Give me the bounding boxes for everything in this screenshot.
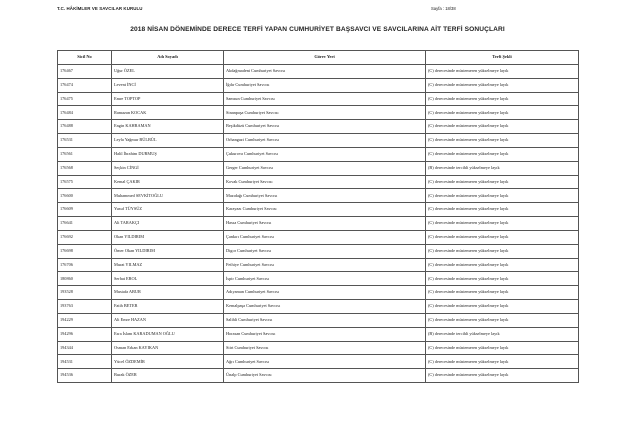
table-header-row [58, 51, 579, 65]
cell-gorev-yeri: Sinanpaşa Cumhuriyet Savcısı [224, 106, 426, 120]
cell-sicil-no: 194296 [58, 327, 112, 341]
cell-sicil-no: 176488 [58, 120, 112, 134]
cell-gorev-yeri: Kovak Cumhuriyet Savcısı [224, 175, 426, 189]
cell-sicil-no: 176641 [58, 217, 112, 231]
table-row [58, 78, 579, 92]
table-row [58, 65, 579, 79]
cell-sicil-no: 193528 [58, 286, 112, 300]
cell-gorev-yeri: Siirt Cumhuriyet Savcısı [224, 341, 426, 355]
cell-sicil-no: 176561 [58, 147, 112, 161]
page-number: Sayfa : 18/38 [431, 6, 456, 11]
column-header-adi-soyadi: Adı Soyadı [112, 51, 224, 65]
table-row [58, 203, 579, 217]
cell-gorev-yeri: Kemalpaşa Cumhuriyet Savcısı [224, 300, 426, 314]
cell-gorev-yeri: Ünalp Cumhuriyet Savcısı [224, 369, 426, 383]
cell-sicil-no: 176475 [58, 92, 112, 106]
table-row [58, 313, 579, 327]
cell-sicil-no: 176706 [58, 258, 112, 272]
cell-terfi-sekli: (C) derecesinde müstemeren yükselmeye layık [426, 92, 579, 106]
cell-adi-soyadi: Leyla Yağmur BÜLBÜL [112, 134, 224, 148]
cell-adi-soyadi: Uğur ÖZEL [112, 65, 224, 79]
cell-sicil-no: 194344 [58, 341, 112, 355]
cell-terfi-sekli: (C) derecesinde müstemeren yükselmeye layık [426, 230, 579, 244]
table-row [58, 217, 579, 231]
cell-adi-soyadi: Mustafa ABUR [112, 286, 224, 300]
table-row [58, 369, 579, 383]
cell-sicil-no: 176575 [58, 175, 112, 189]
cell-gorev-yeri: Fethiye Cumhuriyet Savcısı [224, 258, 426, 272]
cell-adi-soyadi: Muhammed SEVKİTOĞLU [112, 189, 224, 203]
cell-sicil-no: 176609 [58, 203, 112, 217]
cell-adi-soyadi: Ömer Okan YILDIRIM [112, 244, 224, 258]
cell-sicil-no: 194531 [58, 355, 112, 369]
cell-adi-soyadi: Esra İslam KARADUMAN OĞLU [112, 327, 224, 341]
cell-gorev-yeri: Samsun Cumhuriyet Savcısı [224, 92, 426, 106]
cell-gorev-yeri: Çukurova Cumhuriyet Savcısı [224, 147, 426, 161]
cell-terfi-sekli: (C) derecesinde müstemeren yükselmeye layık [426, 355, 579, 369]
cell-gorev-yeri: Ağrı Cumhuriyet Savcısı [224, 355, 426, 369]
cell-terfi-sekli: (C) derecesinde müstemeren yükselmeye layık [426, 300, 579, 314]
cell-gorev-yeri: İspir Cumhuriyet Savcısı [224, 272, 426, 286]
table-row [58, 258, 579, 272]
cell-gorev-yeri: Salihli Cumhuriyet Savcısı [224, 313, 426, 327]
cell-adi-soyadi: Halil İbrahim DURMUŞ [112, 147, 224, 161]
cell-terfi-sekli: (C) derecesinde müstemeren yükselmeye layık [426, 189, 579, 203]
column-header-terfi-sekli: Terfi Şekli [426, 51, 579, 65]
cell-adi-soyadi: Levent İNCİ [112, 78, 224, 92]
table-row [58, 341, 579, 355]
column-header-sicil-no: Sicil No [58, 51, 112, 65]
cell-adi-soyadi: Seçkin CİNGİ [112, 161, 224, 175]
cell-adi-soyadi: Serhat EROL [112, 272, 224, 286]
table-row [58, 147, 579, 161]
cell-terfi-sekli: (C) derecesinde müstemeren yükselmeye layık [426, 286, 579, 300]
cell-terfi-sekli: (C) derecesinde müstemeren yükselmeye layık [426, 369, 579, 383]
table-row [58, 355, 579, 369]
cell-adi-soyadi: Okan YILDIRIM [112, 230, 224, 244]
cell-terfi-sekli: (C) derecesinde müstemeren yükselmeye layık [426, 120, 579, 134]
table-row [58, 189, 579, 203]
cell-adi-soyadi: Yücel ÖZDEMİR [112, 355, 224, 369]
cell-adi-soyadi: Yusuf TÜYSÜZ [112, 203, 224, 217]
document-title: 2018 NİSAN DÖNEMİNDE DERECE TERFİ YAPAN CUMHURİYET BAŞSAVCI VE SAVCILARINA AİT TERFİ SONUÇLARI [130, 26, 505, 33]
cell-terfi-sekli: (C) derecesinde müstemeren yükselmeye layık [426, 78, 579, 92]
table-row [58, 286, 579, 300]
cell-sicil-no: 176692 [58, 230, 112, 244]
cell-gorev-yeri: İğdır Cumhuriyet Savcısı [224, 78, 426, 92]
cell-gorev-yeri: Orhangazi Cumhuriyet Savcısı [224, 134, 426, 148]
cell-sicil-no: 176474 [58, 78, 112, 92]
cell-terfi-sekli: (C) derecesinde müstemeren yükselmeye layık [426, 341, 579, 355]
cell-gorev-yeri: Beşikdüzü Cumhuriyet Savcısı [224, 120, 426, 134]
cell-adi-soyadi: Ramazan KOCAK [112, 106, 224, 120]
cell-gorev-yeri: Karayazı Cumhuriyet Savcısı [224, 203, 426, 217]
cell-adi-soyadi: Engin KAHRAMAN [112, 120, 224, 134]
cell-gorev-yeri: Gerger Cumhuriyet Savcısı [224, 161, 426, 175]
cell-terfi-sekli: (C) derecesinde müstemeren yükselmeye layık [426, 65, 579, 79]
cell-terfi-sekli: (C) derecesinde müstemeren yükselmeye layık [426, 258, 579, 272]
table-row [58, 230, 579, 244]
table-row [58, 300, 579, 314]
cell-gorev-yeri: Digor Cumhuriyet Savcısı [224, 244, 426, 258]
cell-gorev-yeri: Adıyaman Cumhuriyet Savcısı [224, 286, 426, 300]
cell-terfi-sekli: (C) derecesinde müstemeren yükselmeye layık [426, 134, 579, 148]
cell-sicil-no: 176698 [58, 244, 112, 258]
cell-gorev-yeri: Horasan Cumhuriyet Savcısı [224, 327, 426, 341]
cell-sicil-no: 176568 [58, 161, 112, 175]
cell-adi-soyadi: Ali Emre HAZAN [112, 313, 224, 327]
cell-terfi-sekli: (C) derecesinde müstemeren yükselmeye layık [426, 244, 579, 258]
table-row [58, 161, 579, 175]
table-row [58, 106, 579, 120]
cell-terfi-sekli: (C) derecesinde müstemeren yükselmeye layık [426, 272, 579, 286]
cell-adi-soyadi: Kemal ÇAKIR [112, 175, 224, 189]
cell-sicil-no: 176600 [58, 189, 112, 203]
table-row [58, 327, 579, 341]
cell-gorev-yeri: Akdağmadeni Cumhuriyet Savcısı [224, 65, 426, 79]
cell-terfi-sekli: (C) derecesinde müstemeren yükselmeye layık [426, 313, 579, 327]
cell-sicil-no: 194536 [58, 369, 112, 383]
cell-sicil-no: 176467 [58, 65, 112, 79]
column-header-gorev-yeri: Görev Yeri [224, 51, 426, 65]
cell-terfi-sekli: (B) derecesinde tercihli yükselmeye layık [426, 327, 579, 341]
cell-terfi-sekli: (B) derecesinde tercihli yükselmeye layık [426, 161, 579, 175]
cell-terfi-sekli: (C) derecesinde müstemeren yükselmeye layık [426, 217, 579, 231]
cell-adi-soyadi: Emre TOPTOP [112, 92, 224, 106]
organization-name: T.C. HÂKİMLER VE SAVCILAR KURULU [57, 6, 143, 11]
cell-sicil-no: 176531 [58, 134, 112, 148]
table-row [58, 244, 579, 258]
cell-adi-soyadi: Burak ÖZER [112, 369, 224, 383]
results-table [57, 50, 579, 383]
table-row [58, 272, 579, 286]
cell-terfi-sekli: (C) derecesinde müstemeren yükselmeye layık [426, 106, 579, 120]
cell-sicil-no: 194229 [58, 313, 112, 327]
cell-adi-soyadi: Fatih BETER [112, 300, 224, 314]
cell-adi-soyadi: Murat YILMAZ [112, 258, 224, 272]
cell-adi-soyadi: Ali TARAKÇI [112, 217, 224, 231]
cell-gorev-yeri: Çankırı Cumhuriyet Savcısı [224, 230, 426, 244]
cell-gorev-yeri: Mazıdağı Cumhuriyet Savcısı [224, 189, 426, 203]
table-row [58, 92, 579, 106]
table-row [58, 175, 579, 189]
cell-terfi-sekli: (C) derecesinde müstemeren yükselmeye layık [426, 175, 579, 189]
cell-sicil-no: 180860 [58, 272, 112, 286]
cell-terfi-sekli: (C) derecesinde müstemeren yükselmeye layık [426, 147, 579, 161]
cell-sicil-no: 176484 [58, 106, 112, 120]
table-row [58, 120, 579, 134]
table-row [58, 134, 579, 148]
cell-sicil-no: 193763 [58, 300, 112, 314]
cell-adi-soyadi: Osman Erkan KAYIKAN [112, 341, 224, 355]
cell-terfi-sekli: (C) derecesinde müstemeren yükselmeye layık [426, 203, 579, 217]
cell-gorev-yeri: Hassa Cumhuriyet Savcısı [224, 217, 426, 231]
